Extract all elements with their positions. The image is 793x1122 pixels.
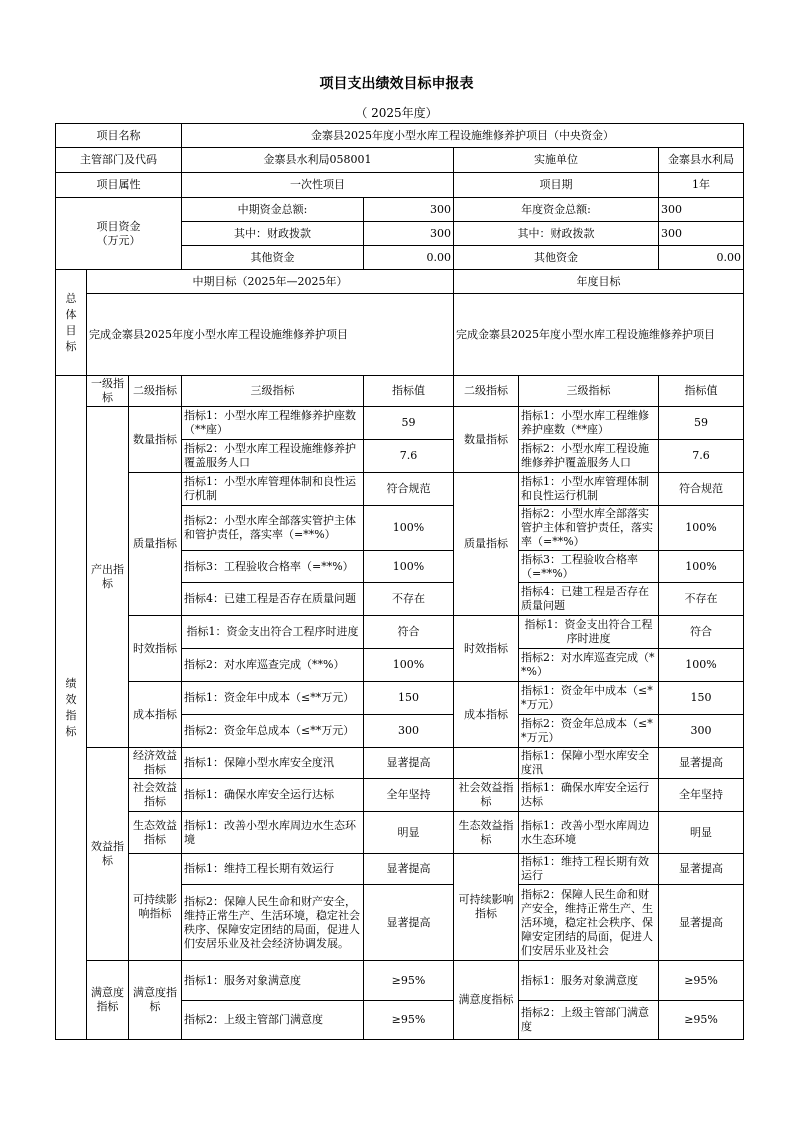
page-title: 项目支出绩效目标申报表 [319,76,474,92]
indicator-value-year: 59 [659,407,744,440]
mid-fiscal: 300 [364,222,454,246]
l2-quality-year: 质量指标 [454,473,519,616]
l2-cost-year: 成本指标 [454,682,519,748]
indicator-text-year: 指标1：资金支出符合工程序时进度 [519,616,659,649]
l2-satisfaction: 满意度指 标 [129,961,182,1040]
label-dept: 主管部门及代码 [56,148,182,173]
label-overall-goal: 总 体 目 标 [56,270,87,376]
indicator-value-year: 全年坚持 [659,779,744,812]
indicator-value-year: 显著提高 [659,748,744,779]
indicator-value-year: 150 [659,682,744,715]
year-other: 0.00 [659,246,744,270]
indicator-value-year: 100% [659,649,744,682]
header-value: 指标值 [364,376,454,407]
indicator-value: 符合规范 [364,473,454,506]
year-goal: 完成金寨县2025年度小型水库工程设施维修养护项目 [454,294,744,376]
mid-goal: 完成金寨县2025年度小型水库工程设施维修养护项目 [87,294,454,376]
mid-total: 300 [364,198,454,222]
indicator-value-year: 不存在 [659,583,744,616]
indicator-value: ≥95% [364,1001,454,1040]
indicator-text-year: 指标1：改善小型水库周边水生态环境 [519,812,659,854]
indicator-text: 指标1：保障小型水库安全度汛 [182,748,364,779]
l2-economic: 经济效益 指标 [129,748,182,779]
header-value-year: 指标值 [659,376,744,407]
project-name: 金寨县2025年度小型水库工程设施维修养护项目（中央资金） [182,124,744,148]
indicator-value: 明显 [364,812,454,854]
indicator-text: 指标1：小型水库管理体制和良性运行机制 [182,473,364,506]
indicator-text: 指标1：改善小型水库周边水生态环境 [182,812,364,854]
header-l3-year: 三级指标 [519,376,659,407]
indicator-value-year: 7.6 [659,440,744,473]
indicator-value-year: 明显 [659,812,744,854]
label-project-name: 项目名称 [56,124,182,148]
indicator-value: 显著提高 [364,748,454,779]
mid-other: 0.00 [364,246,454,270]
dept: 金寨县水利局058001 [182,148,454,173]
l2-social: 社会效益 指标 [129,779,182,812]
indicator-value-year: ≥95% [659,961,744,1001]
label-performance: 绩 效 指 标 [56,376,87,1040]
indicator-value: 显著提高 [364,854,454,885]
indicator-text: 指标2：对水库巡查完成（**%） [182,649,364,682]
indicator-value: ≥95% [364,961,454,1001]
label-attr: 项目属性 [56,173,182,198]
header-l2-year: 二级指标 [454,376,519,407]
indicator-value: 59 [364,407,454,440]
indicator-text: 指标4：已建工程是否存在质量问题 [182,583,364,616]
l2-quantity-year: 数量指标 [454,407,519,473]
header-l3: 三级指标 [182,376,364,407]
indicator-text-year: 指标3：工程验收合格率（=**%） [519,551,659,583]
indicator-text: 指标1：资金支出符合工程序时进度 [182,616,364,649]
label-mid-fiscal: 其中：财政拨款 [182,222,364,246]
indicator-text: 指标2：小型水库全部落实管护主体和管护责任，落实率（=**%） [182,506,364,551]
l2-time: 时效指标 [129,616,182,682]
indicator-text-year: 指标1：维持工程长期有效运行 [519,854,659,885]
indicator-text: 指标1：小型水库工程维修养护座数（**座） [182,407,364,440]
indicator-text-year: 指标1：保障小型水库安全度汛 [519,748,659,779]
indicator-text: 指标1：服务对象满意度 [182,961,364,1001]
report-year: （ 2025年度） [355,106,438,120]
l2-quality: 质量指标 [129,473,182,616]
indicator-text-year: 指标1：小型水库工程维修养护座数（**座） [519,407,659,440]
indicator-value: 不存在 [364,583,454,616]
l1-output: 产出指 标 [87,407,129,748]
indicator-text: 指标1：资金年中成本（≤**万元） [182,682,364,715]
l2-eco: 生态效益 指标 [129,812,182,854]
l2-sustain-year: 可持续影响 指标 [454,854,519,961]
label-mid-total: 中期资金总额: [182,198,364,222]
label-year-other: 其他资金 [454,246,659,270]
label-year-fiscal: 其中：财政拨款 [454,222,659,246]
indicator-value-year: 显著提高 [659,854,744,885]
indicator-text-year: 指标1：小型水库管理体制和良性运行机制 [519,473,659,506]
label-period: 项目期 [454,173,659,198]
indicator-text: 指标2：保障人民生命和财产安全，维持正常生产、生活环境，稳定社会秩序、保障安定团结的局面，促进人们安居乐业及社会经济协调发展。 [182,885,364,961]
indicator-value: 100% [364,551,454,583]
mid-goal-header: 中期目标（2025年—2025年） [87,270,454,294]
indicator-text-year: 指标1：资金年中成本（≤**万元） [519,682,659,715]
indicator-text: 指标1：确保水库安全运行达标 [182,779,364,812]
indicator-text-year: 指标2：小型水库全部落实管护主体和管护责任，落实率（=**%） [519,506,659,551]
indicator-value: 100% [364,649,454,682]
indicator-text: 指标2：资金年总成本（≤**万元） [182,715,364,748]
l2-quantity: 数量指标 [129,407,182,473]
indicator-value-year: 符合 [659,616,744,649]
l2-sustain: 可持续影 响指标 [129,854,182,961]
indicator-text: 指标1：维持工程长期有效运行 [182,854,364,885]
indicator-text-year: 指标2：小型水库工程设施维修养护覆盖服务人口 [519,440,659,473]
indicator-value: 150 [364,682,454,715]
year-fiscal: 300 [659,222,744,246]
indicator-value: 显著提高 [364,885,454,961]
indicator-text-year: 指标1：确保水库安全运行达标 [519,779,659,812]
label-funds: 项目资金 （万元） [56,198,182,270]
indicator-value: 全年坚持 [364,779,454,812]
indicator-text-year: 指标4：已建工程是否存在质量问题 [519,583,659,616]
indicator-value-year: 300 [659,715,744,748]
indicator-text-year: 指标2：保障人民生命和财产安全，维持正常生产、生活环境，稳定社会秩序、保障安定团结的局面，促进人们安居乐业及社会 [519,885,659,961]
indicator-value-year: 100% [659,551,744,583]
indicator-text-year: 指标2：对水库巡查完成（**%） [519,649,659,682]
indicator-value: 100% [364,506,454,551]
indicator-text-year: 指标1：服务对象满意度 [519,961,659,1001]
l2-cost: 成本指标 [129,682,182,748]
period: 1年 [659,173,744,198]
indicator-text: 指标3：工程验收合格率（=**%） [182,551,364,583]
l2-social-year: 社会效益指 标 [454,779,519,812]
indicator-value-year: ≥95% [659,1001,744,1040]
indicator-value-year: 符合规范 [659,473,744,506]
attr: 一次性项目 [182,173,454,198]
l2-economic-year [454,748,519,779]
label-impl-unit: 实施单位 [454,148,659,173]
year-goal-header: 年度目标 [454,270,744,294]
label-mid-other: 其他资金 [182,246,364,270]
indicator-text: 指标2：小型水库工程设施维修养护覆盖服务人口 [182,440,364,473]
l2-satisfaction-year: 满意度指标 [454,961,519,1040]
indicator-value-year: 显著提高 [659,885,744,961]
label-year-total: 年度资金总额: [454,198,659,222]
indicator-value: 300 [364,715,454,748]
indicator-text-year: 指标2：上级主管部门满意度 [519,1001,659,1040]
l1-satisfaction: 满意度 指标 [87,961,129,1040]
indicator-value: 符合 [364,616,454,649]
indicator-text: 指标2：上级主管部门满意度 [182,1001,364,1040]
header-l2: 二级指标 [129,376,182,407]
l2-time-year: 时效指标 [454,616,519,682]
l2-eco-year: 生态效益指 标 [454,812,519,854]
year-total: 300 [659,198,744,222]
l1-effect: 效益指 标 [87,748,129,961]
indicator-text-year: 指标2：资金年总成本（≤**万元） [519,715,659,748]
impl-unit: 金寨县水利局 [659,148,744,173]
indicator-value: 7.6 [364,440,454,473]
performance-table [55,123,744,1040]
indicator-value-year: 100% [659,506,744,551]
header-l1: 一级指 标 [87,376,129,407]
